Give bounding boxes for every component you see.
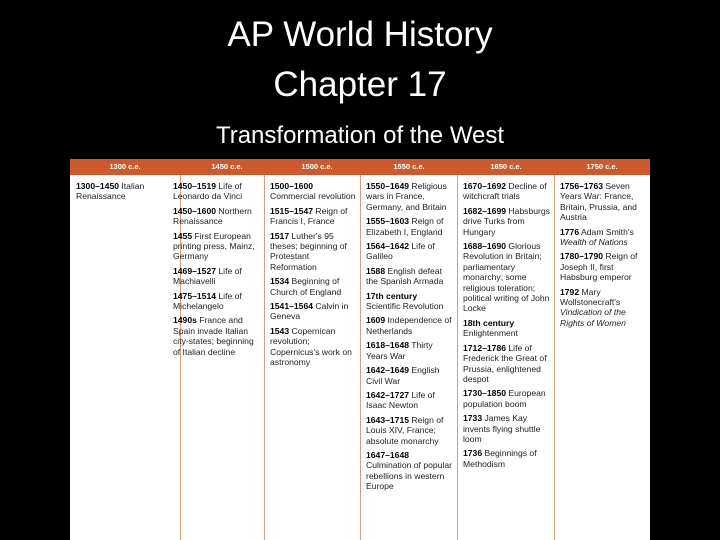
slide-title-line2: Chapter 17 — [273, 65, 447, 104]
entry-text: Seven Years War: France, Britain, Prussia, and Austria — [560, 181, 637, 223]
timeline-entry — [366, 365, 453, 386]
entry-text: Scientific Revolution — [366, 301, 444, 312]
timeline-entry — [270, 206, 356, 227]
entry-text: France and Spain invade Italian city-states; beginning of Italian decline — [173, 315, 254, 357]
timeline-entry — [270, 326, 356, 368]
entry-date: 1643–1715 — [366, 414, 410, 425]
entry-text: Thirty Years War — [366, 340, 433, 361]
header-1300: 1300 c.e. — [109, 162, 141, 171]
entry-text: Decline of witchcraft trials — [463, 181, 547, 202]
entry-text: English defeat the Spanish Armada — [366, 265, 444, 287]
entry-date: 1588 — [366, 265, 386, 276]
entry-date: 17th century — [366, 290, 418, 301]
entry-text: Life of Isaac Newton — [366, 389, 435, 411]
entry-text: Northern Renaissance — [173, 205, 252, 227]
timeline-entry — [560, 287, 646, 329]
entry-date: 1550–1649 — [366, 181, 410, 191]
timeline-entry — [366, 415, 453, 446]
timeline-entry — [463, 413, 550, 444]
slide-title-line1: AP World History — [227, 15, 493, 54]
entry-date: 1469–1527 — [173, 265, 217, 276]
entry-date: 1682–1699 — [463, 205, 507, 216]
entry-date: 1455 — [173, 230, 193, 241]
entry-date: 1712–1786 — [463, 342, 507, 353]
entry-date: 1733 — [463, 413, 483, 424]
entry-date: 1543 — [270, 325, 290, 336]
header-1750: 1750 c.e. — [586, 162, 618, 171]
entry-date: 1642–1727 — [366, 389, 410, 400]
timeline-entry — [173, 266, 260, 287]
timeline-entry — [463, 181, 550, 202]
timeline-table — [70, 159, 650, 540]
timeline-entry — [366, 216, 453, 237]
timeline-header-bar — [70, 159, 650, 175]
timeline-entry — [560, 181, 646, 223]
entry-date: 1500–1600 — [270, 181, 314, 191]
entry-text: Beginnings of Methodism — [463, 448, 537, 469]
timeline-entry — [366, 390, 453, 411]
entry-date: 1776 — [560, 226, 580, 237]
entry-text: Life of Galileo — [366, 241, 435, 262]
timeline-entry — [366, 315, 453, 336]
entry-date: 1490s — [173, 315, 197, 326]
timeline-entry — [366, 266, 453, 287]
entry-date: 1515–1547 — [270, 205, 314, 216]
entry-text: Mary Wollstonecraft's — [560, 286, 621, 308]
timeline-entry — [366, 450, 453, 492]
timeline-column-1450 — [167, 175, 264, 540]
entry-text: Life of Frederick the Great of Prussia, enlightened despot — [463, 342, 547, 384]
entry-text: Beginning of Church of England — [270, 276, 342, 297]
entry-date: 1642–1649 — [366, 365, 410, 376]
timeline-entry — [76, 181, 176, 202]
entry-date: 1670–1692 — [463, 181, 507, 191]
entry-text: Luther's 95 theses; beginning of Protestant Reformation — [270, 230, 347, 272]
timeline-entry — [366, 181, 453, 212]
timeline-entry — [463, 388, 550, 409]
timeline-entry — [173, 291, 260, 312]
entry-date: 1618–1648 — [366, 340, 410, 351]
entry-text: James Kay invents flying shuttle loom — [463, 413, 541, 444]
entry-book-title: Vindication of the Rights of Women — [560, 307, 626, 328]
timeline-entry — [173, 206, 260, 227]
entry-date: 18th century — [463, 317, 515, 328]
timeline-entry — [173, 231, 260, 262]
entry-text: Independence of Netherlands — [366, 315, 452, 336]
header-1550: 1550 c.e. — [393, 162, 425, 171]
entry-date: 1780–1790 — [560, 251, 604, 262]
entry-date: 1450–1519 — [173, 181, 217, 191]
timeline-entry — [463, 343, 550, 385]
entry-text: First European printing press, Mainz, Germany — [173, 230, 255, 262]
entry-text: European population boom — [463, 388, 546, 409]
timeline-entry — [560, 227, 646, 248]
entry-text: Commercial revolution — [270, 191, 356, 202]
entry-text: English Civil War — [366, 365, 440, 386]
entry-text: Calvin in Geneva — [270, 301, 349, 322]
entry-book-title: Wealth of Nations — [560, 237, 628, 248]
entry-text: Habsburgs drive Turks from Hungary — [463, 205, 550, 237]
entry-date: 1609 — [366, 315, 386, 326]
entry-date: 1647–1648 — [366, 449, 410, 460]
timeline-entry — [366, 340, 453, 361]
entry-date: 1756–1763 — [560, 181, 604, 191]
timeline-entry — [366, 291, 453, 312]
header-1650: 1650 c.e. — [490, 162, 522, 171]
timeline-column-1500 — [264, 175, 360, 540]
entry-date: 1792 — [560, 286, 580, 297]
timeline-entry — [270, 231, 356, 273]
entry-date: 1300–1450 — [76, 181, 120, 191]
entry-date: 1736 — [463, 448, 483, 459]
timeline-entry — [173, 181, 260, 202]
timeline-entry — [270, 181, 356, 202]
entry-text: Religious wars in France, Germany, and Britain — [366, 181, 447, 212]
slide-subtitle: Transformation of the West — [215, 122, 505, 149]
entry-text: Life of Michelangelo — [173, 290, 242, 312]
timeline-entry — [463, 448, 550, 469]
header-1450: 1450 c.e. — [211, 162, 243, 171]
timeline-entry — [463, 318, 550, 339]
timeline-entry — [463, 206, 550, 237]
entry-text: Life of Leonardo da Vinci — [173, 181, 243, 202]
timeline-column-1750 — [554, 175, 650, 540]
entry-text: Reign of Joseph II, first Habsburg emperor — [560, 251, 638, 283]
entry-text: Adam Smith's — [579, 226, 634, 237]
entry-date: 1555–1603 — [366, 216, 410, 227]
timeline-entry — [270, 301, 356, 322]
timeline-entry — [173, 315, 260, 357]
timeline-column-1300 — [70, 175, 180, 540]
entry-text: Life of Machiavelli — [173, 265, 242, 287]
entry-date: 1517 — [270, 230, 290, 241]
entry-date: 1475–1514 — [173, 290, 217, 301]
timeline-entry — [270, 276, 356, 297]
entry-text: Culmination of popular rebellions in western Europe — [366, 460, 452, 492]
entry-text: Reign of Elizabeth I, England — [366, 216, 444, 237]
timeline-column-1550 — [360, 175, 457, 540]
entry-date: 1450–1600 — [173, 205, 217, 216]
entry-date: 1541–1564 — [270, 301, 314, 312]
timeline-entry — [366, 241, 453, 262]
entry-date: 1534 — [270, 276, 290, 287]
entry-text: Reign of Louis XIV, France; absolute monarchy — [366, 414, 444, 446]
entry-date: 1564–1642 — [366, 241, 410, 252]
timeline-entry — [560, 251, 646, 282]
entry-date: 1688–1690 — [463, 241, 507, 252]
timeline-column-1650 — [457, 175, 554, 540]
entry-text: Copernican revolution; Copernicus's work on astronomy — [270, 325, 352, 368]
entry-text: Reign of Francis I, France — [270, 205, 348, 227]
entry-text: Italian Renaissance — [76, 181, 145, 202]
entry-text: Enlightenment — [463, 328, 518, 339]
timeline-entry — [463, 241, 550, 314]
entry-date: 1730–1850 — [463, 388, 507, 399]
entry-text: Glorious Revolution in Britain; parliamentary monarchy; some religious toleration; political writing of John Locke — [463, 241, 550, 314]
header-1500: 1500 c.e. — [301, 162, 333, 171]
